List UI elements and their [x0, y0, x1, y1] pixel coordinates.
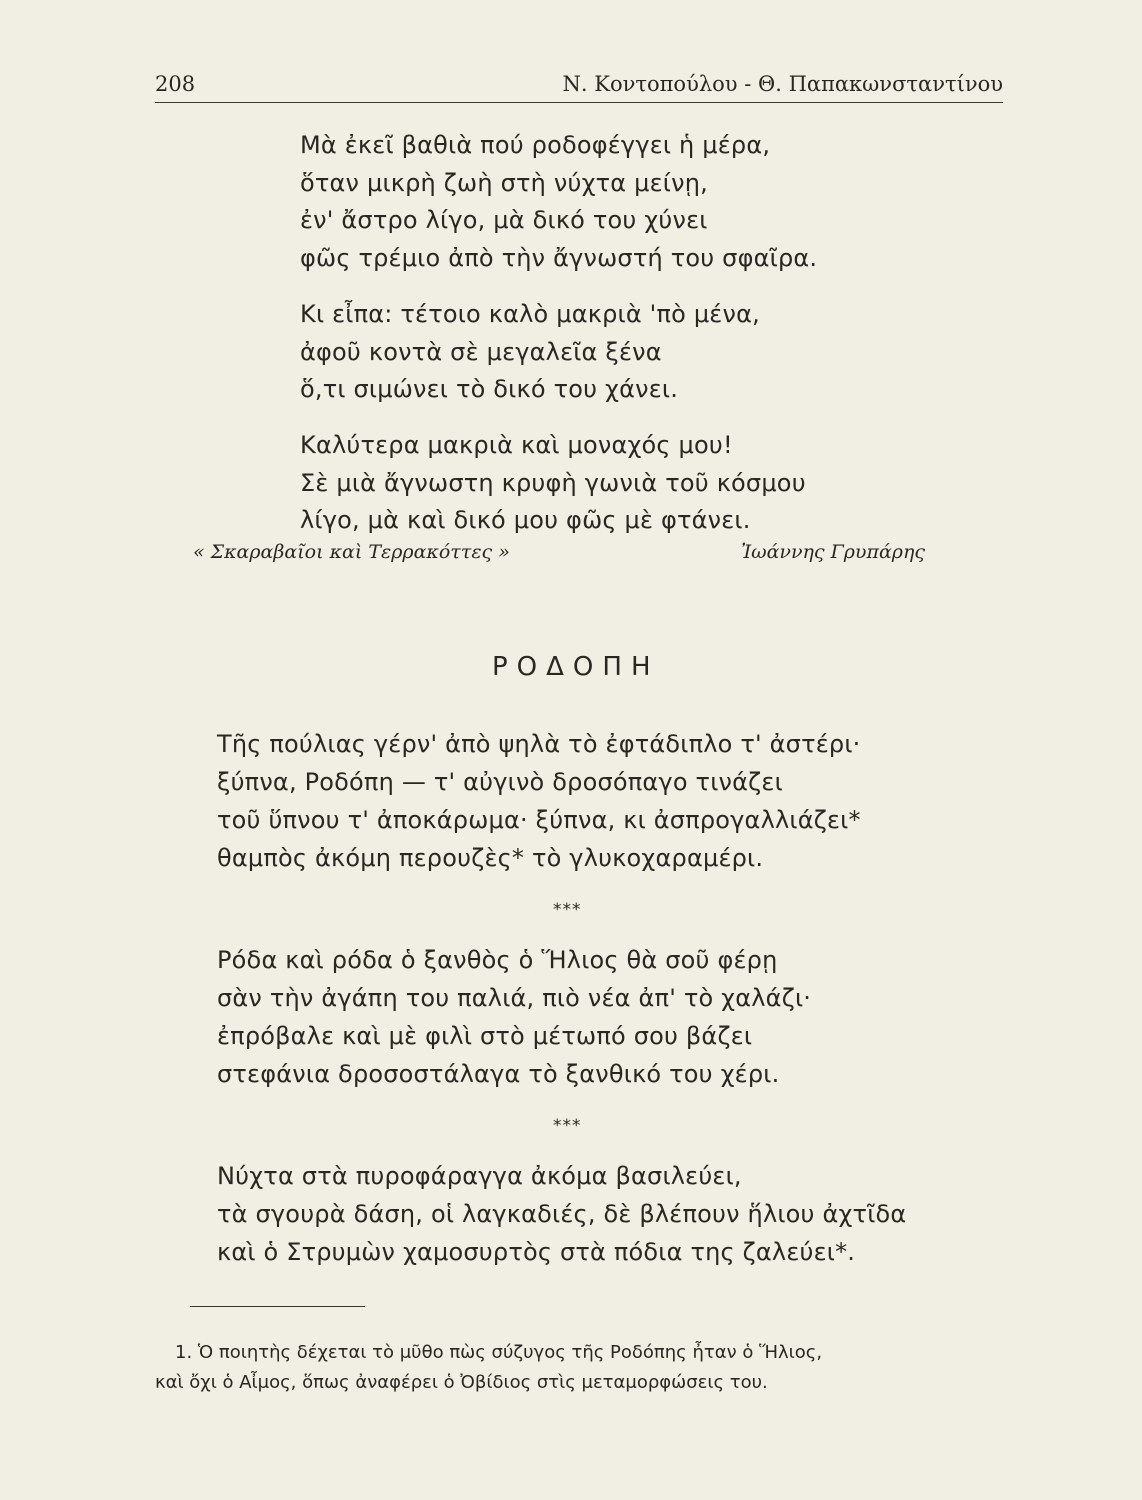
poem2-stanza-2 [217, 941, 811, 1093]
poem2-line: στεφάνια δροσοστάλαγα τὸ ξανθικό του χέρι. [217, 1060, 780, 1088]
poem1-line: ὅταν μικρὴ ζωὴ στὴ νύχτα μείνῃ, [300, 168, 708, 197]
poem1-line: Μὰ ἐκεῖ βαθιὰ πού ροδοφέγγει ἡ μέρα, [300, 131, 771, 159]
poem2-line: Τῆς πούλιας γέρν' ἀπὸ ψηλὰ τὸ ἐφτάδιπλο τ' ἀστέρι· [217, 730, 861, 758]
poem2-stanza-1 [217, 725, 861, 877]
poem2-line: καὶ ὁ Στρυμὼν χαμοσυρτὸς στὰ πόδια της ζαλεύει*. [217, 1238, 856, 1266]
poem1-line: Κι εἶπα: τέτοιο καλὸ μακριὰ 'πὸ μένα, [300, 300, 760, 328]
poem2-line: σὰν τὴν ἀγάπη του παλιά, πιὸ νέα ἀπ' τὸ χαλάζι· [217, 984, 812, 1012]
poem2-line: ἐπρόβαλε καὶ μὲ φιλὶ στὸ μέτωπό σου βάζει [217, 1022, 753, 1050]
poem1-stanza-3 [300, 427, 806, 540]
poem1-line: φῶς τρέμιο ἀπὸ τὴν ἄγνωστή του σφαῖρα. [300, 243, 818, 272]
running-head: Ν. Κοντοπούλου - Θ. Παπακωνσταντίνου [562, 72, 1003, 96]
poem2-line: τὰ σγουρὰ δάση, οἱ λαγκαδιές, δὲ βλέπουν ἥλιου ἀχτῖδα [217, 1200, 907, 1228]
footnote-rule [190, 1306, 365, 1307]
poem1-line: ἀφοῦ κοντὰ σὲ μεγαλεῖα ξένα [300, 337, 662, 366]
poem1-line: ὅ,τι σιμώνει τὸ δικό του χάνει. [300, 375, 679, 403]
poem2-title: ΡΟΔΟΠΗ [492, 652, 660, 682]
stanza-separator: *** [553, 900, 582, 920]
poem1-line: λίγο, μὰ καὶ δικό μου φῶς μὲ φτάνει. [300, 506, 751, 534]
poem2-line: ξύπνα, Ροδόπη — τ' αὐγινὸ δροσόπαγο τινάζει [217, 768, 783, 796]
poem2-line: θαμπὸς ἀκόμη περουζὲς* τὸ γλυκοχαραμέρι. [217, 844, 764, 872]
poem1-line: ἐν' ἄστρο λίγο, μὰ δικό του χύνει [300, 206, 708, 234]
page-header [155, 70, 1003, 103]
poem1-stanza-1 [300, 127, 817, 277]
poem1-source: « Σκαραβαῖοι καὶ Τερρακόττες » [193, 541, 510, 563]
page-number: 208 [155, 72, 196, 96]
poem1-author: Ἰωάννης Γρυπάρης [741, 541, 925, 563]
stanza-separator: *** [553, 1116, 582, 1136]
footnote [155, 1338, 995, 1398]
poem2-line: τοῦ ὕπνου τ' ἀποκάρωμα· ξύπνα, κι ἀσπρογαλλιάζει* [217, 806, 861, 834]
poem2-line: Ρόδα καὶ ρόδα ὁ ξανθὸς ὁ Ἥλιος θὰ σοῦ φέρῃ [217, 946, 778, 974]
poem1-line: Καλύτερα μακριὰ καὶ μοναχός μου! [300, 431, 733, 459]
footnote-line: 1. Ὁ ποιητὴς δέχεται τὸ μῦθο πὼς σύζυγος τῆς Ροδόπης ἦταν ὁ Ἥλιος, [175, 1342, 823, 1363]
poem2-stanza-3 [217, 1157, 906, 1271]
poem2-line: Νύχτα στὰ πυροφάραγγα ἀκόμα βασιλεύει, [217, 1162, 742, 1190]
poem1-line: Σὲ μιὰ ἄγνωστη κρυφὴ γωνιὰ τοῦ κόσμου [300, 468, 806, 497]
footnote-line: καὶ ὄχι ὁ Αἶμος, ὅπως ἀναφέρει ὁ Ὀβίδιος στὶς μεταμορφώσεις του. [155, 1372, 768, 1393]
poem1-stanza-2 [300, 296, 760, 409]
